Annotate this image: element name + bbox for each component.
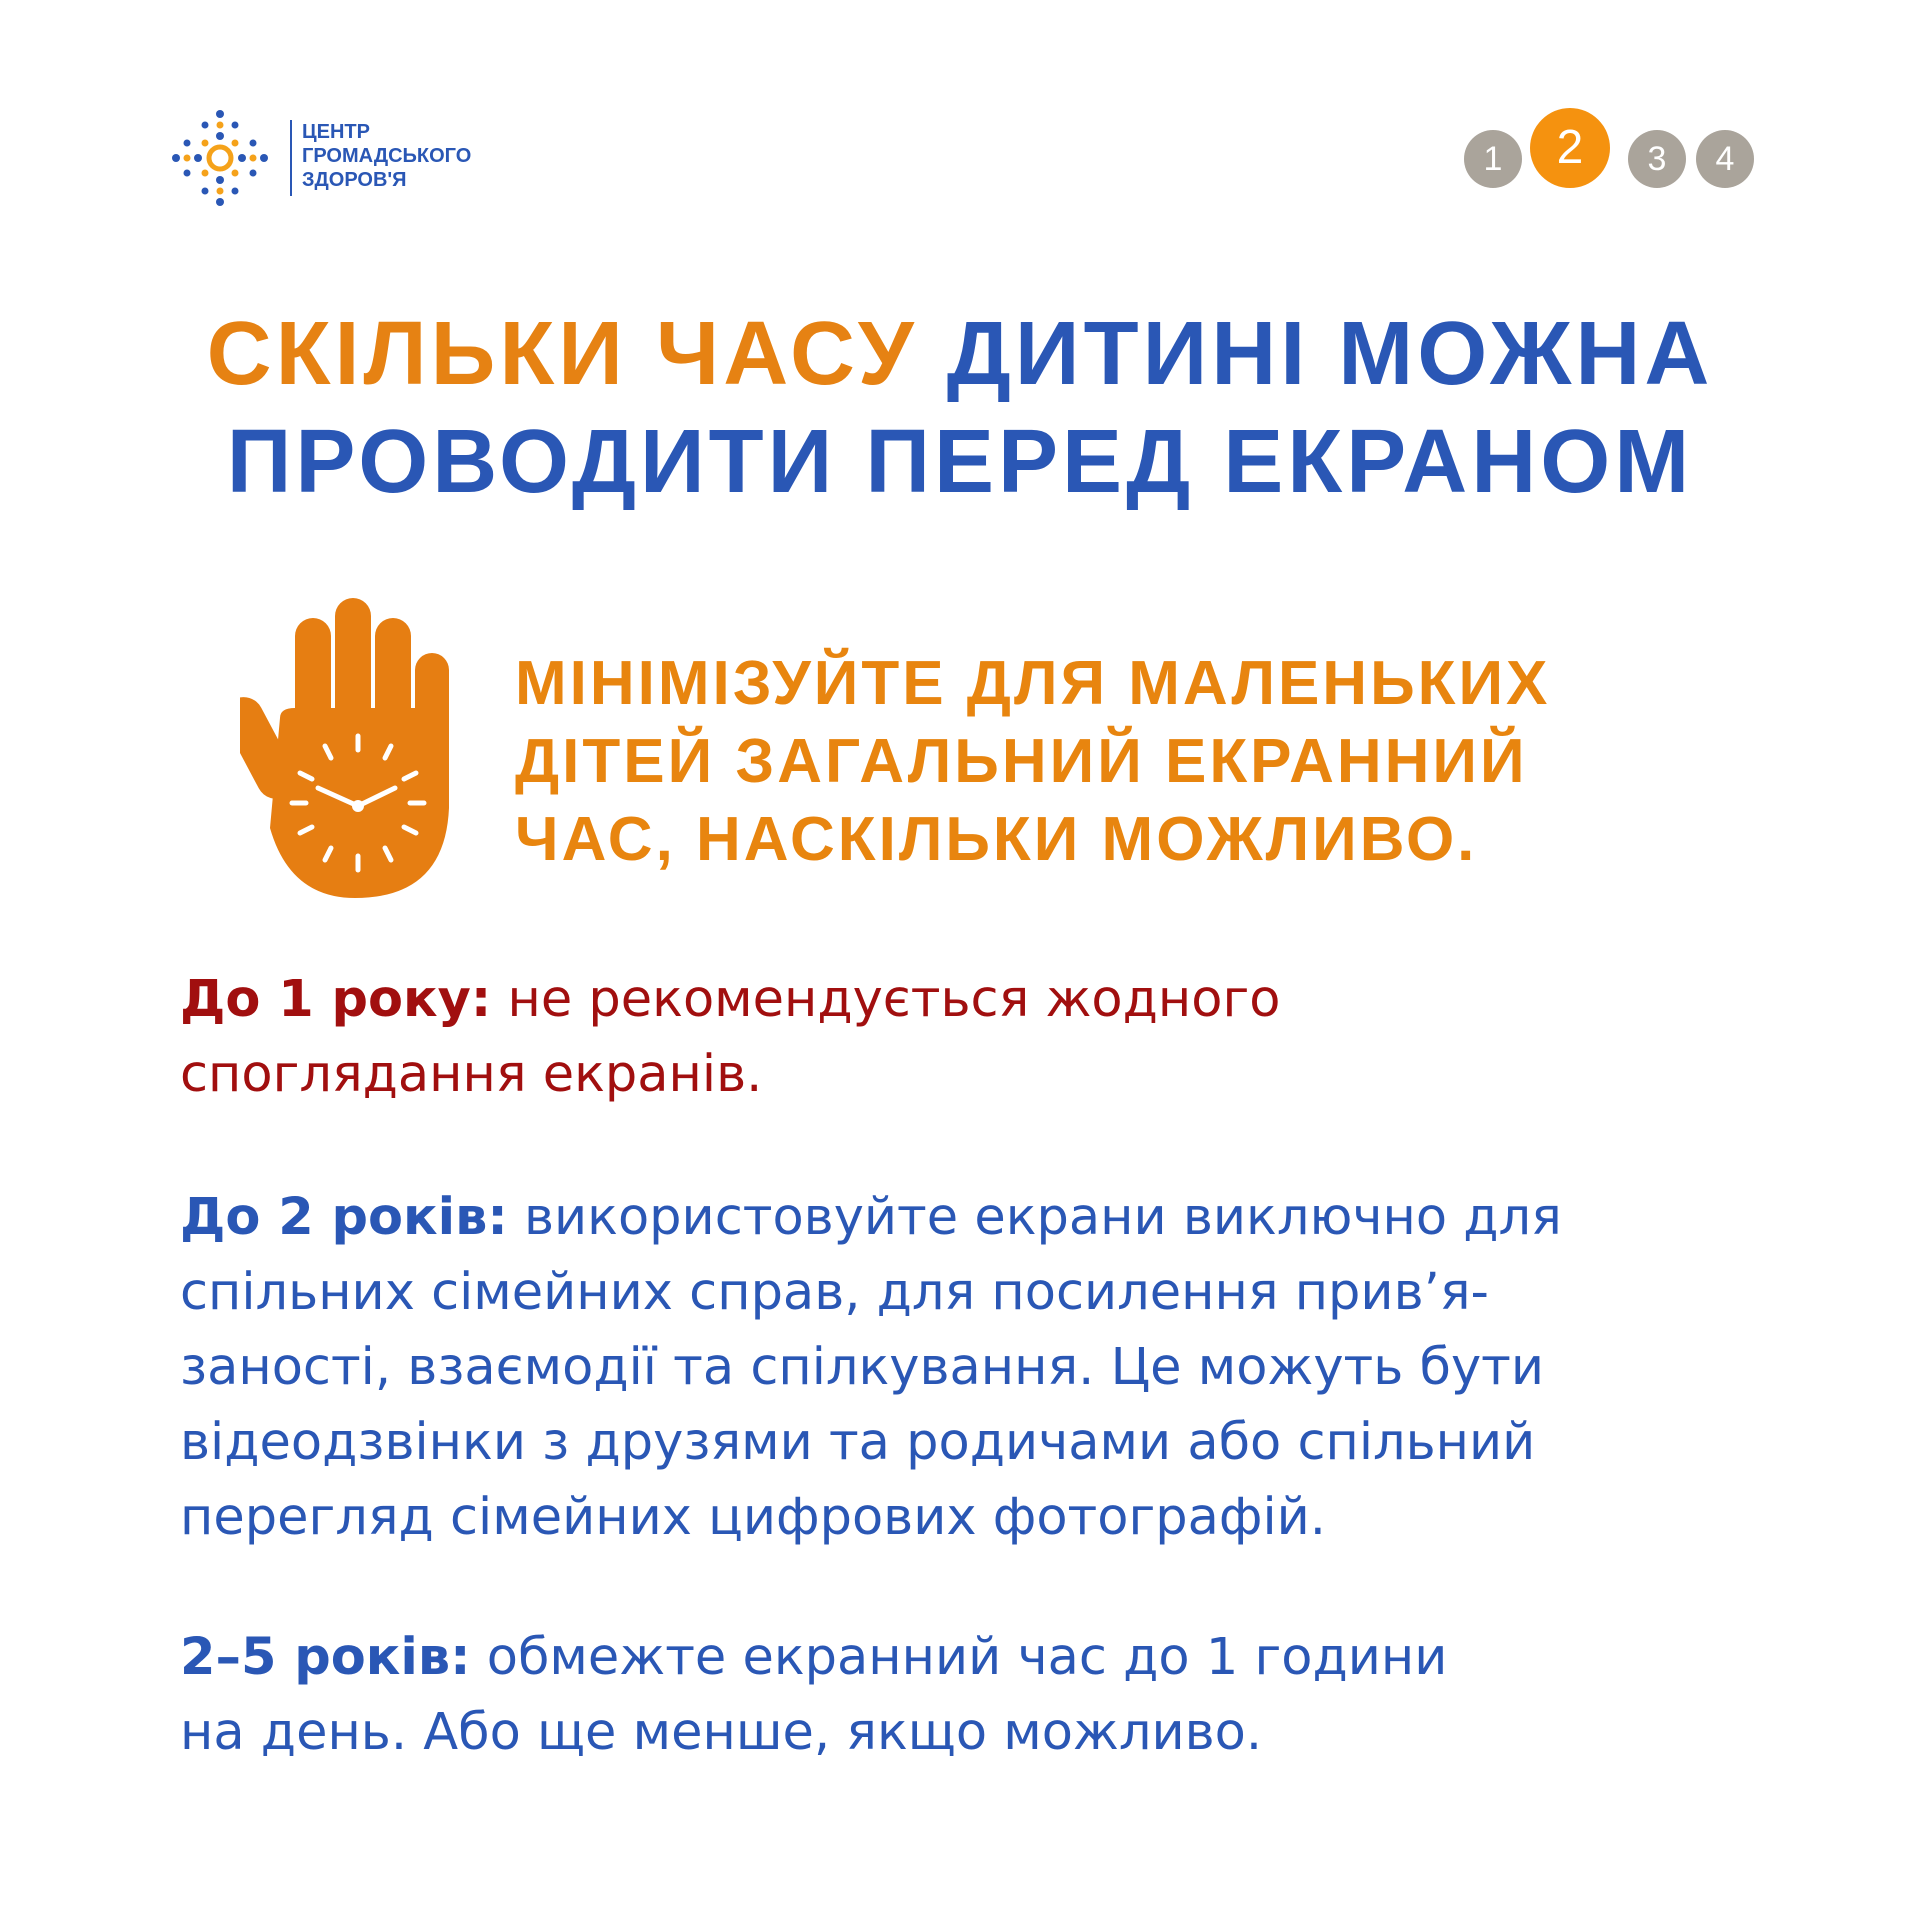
minimize-line: МІНІМІЗУЙТЕ ДЛЯ МАЛЕНЬКИХ — [515, 649, 1551, 718]
title-line-2: ПРОВОДИТИ ПЕРЕД ЕКРАНОМ — [226, 412, 1694, 512]
logo — [170, 108, 470, 208]
recommendation-line: заності, взаємодії та спілкування. Це можуть бути — [180, 1338, 1545, 1397]
page-dot-4[interactable]: 4 — [1696, 130, 1754, 188]
recommendation-line: спільних сімейних справ, для посилення прив’я- — [180, 1263, 1489, 1322]
logo-text — [302, 120, 471, 192]
recommendation-under-2 — [180, 1180, 1800, 1555]
title-orange-part: СКІЛЬКИ ЧАСУ — [206, 304, 918, 404]
age-label: До 1 року: — [180, 970, 492, 1029]
recommendation-text: не рекомендується жодного — [491, 970, 1281, 1029]
hand-clock-icon — [240, 598, 470, 898]
minimize-headline — [515, 645, 1845, 879]
recommendation-line — [180, 962, 1800, 1037]
logo-line: ЗДОРОВ'Я — [302, 169, 407, 191]
recommendation-line: на день. Або ще менше, якщо можливо. — [180, 1703, 1263, 1762]
page-indicator — [1464, 100, 1764, 200]
age-label: 2–5 років: — [180, 1628, 471, 1687]
logo-line: ЦЕНТР — [302, 121, 370, 143]
dotted-sun-logo-icon — [170, 108, 270, 208]
recommendation-line — [180, 1180, 1800, 1255]
age-label: До 2 років: — [180, 1188, 508, 1247]
recommendation-line: споглядання екранів. — [180, 1045, 763, 1104]
page-title — [0, 300, 1920, 516]
page-dot-2-active[interactable]: 2 — [1530, 108, 1610, 188]
recommendation-line: відеодзвінки з друзями та родичами або спільний — [180, 1413, 1536, 1472]
recommendation-text: обмежте екранний час до 1 години — [470, 1628, 1448, 1687]
page-dot-1[interactable]: 1 — [1464, 130, 1522, 188]
recommendation-under-1 — [180, 962, 1800, 1112]
recommendation-text: використовуйте екрани виключно для — [507, 1188, 1562, 1247]
page-dot-3[interactable]: 3 — [1628, 130, 1686, 188]
title-blue-part: ДИТИНІ МОЖНА — [946, 304, 1714, 404]
logo-line: ГРОМАДСЬКОГО — [302, 145, 472, 167]
logo-divider — [290, 120, 292, 196]
title-line-1 — [0, 300, 1920, 408]
recommendation-line — [180, 1620, 1800, 1695]
recommendation-line: перегляд сімейних цифрових фотографій. — [180, 1488, 1327, 1547]
minimize-line: ДІТЕЙ ЗАГАЛЬНИЙ ЕКРАННИЙ — [515, 727, 1528, 796]
recommendation-2-5 — [180, 1620, 1800, 1770]
minimize-line: ЧАС, НАСКІЛЬКИ МОЖЛИВО. — [515, 805, 1478, 874]
